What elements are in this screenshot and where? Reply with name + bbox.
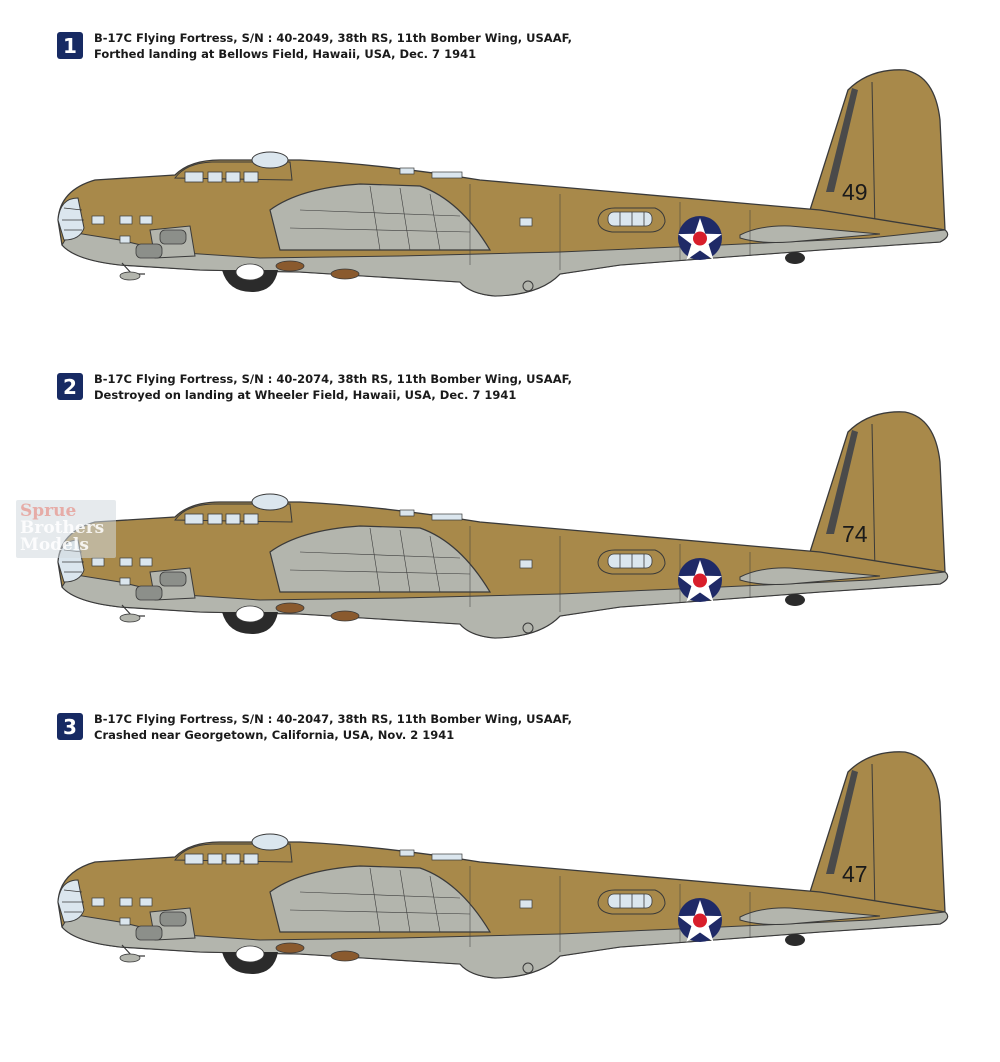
nose-window: [92, 216, 104, 224]
aircraft-profile-3: [0, 742, 1000, 992]
bomb: [276, 261, 304, 271]
cockpit-window: [244, 854, 258, 864]
cockpit-window: [244, 514, 258, 524]
profile-number-badge: 3: [57, 713, 83, 740]
cockpit-window: [185, 854, 203, 864]
tail-code: 47: [842, 861, 868, 887]
profile-2: [0, 340, 1000, 680]
cockpit-window: [185, 514, 203, 524]
radio-window: [432, 172, 462, 178]
tail-wheel: [785, 252, 805, 264]
tail-fin: [810, 412, 945, 572]
nose-window: [120, 558, 132, 566]
bomb: [331, 951, 359, 961]
nose-window: [140, 216, 152, 224]
nose-window: [120, 898, 132, 906]
watermark-logo: [16, 500, 116, 558]
engine-cowling: [160, 230, 186, 244]
caption-line-2: Destroyed on landing at Wheeler Field, Hawaii, USA, Dec. 7 1941: [94, 388, 517, 402]
cockpit-window: [208, 854, 222, 864]
radio-window: [400, 510, 414, 516]
fuselage-hatch: [520, 560, 532, 568]
engine-cowling: [160, 912, 186, 926]
watermark-line-3: Models: [20, 535, 89, 555]
radio-window: [432, 514, 462, 520]
profile-1: [0, 0, 1000, 340]
profile-3: [0, 680, 1000, 1020]
astrodome: [252, 834, 288, 850]
tail-code: 49: [842, 179, 868, 205]
radio-window: [400, 168, 414, 174]
national-insignia: [678, 558, 722, 602]
engine-cowling: [160, 572, 186, 586]
tail-fin: [810, 70, 945, 230]
aircraft-profile-2: [0, 402, 1000, 652]
profile-caption: [94, 30, 654, 62]
radio-window: [432, 854, 462, 860]
cockpit-window: [208, 172, 222, 182]
tail-fin: [810, 752, 945, 912]
watermark-line-2: Brothers: [20, 518, 105, 538]
national-insignia: [678, 898, 722, 942]
profile-caption: [94, 371, 654, 403]
tail-code: 74: [842, 521, 868, 547]
profile-number-badge: 2: [57, 373, 83, 400]
cockpit-window: [226, 854, 240, 864]
nose-window: [92, 558, 104, 566]
caption-line-1: B-17C Flying Fortress, S/N : 40-2047, 38th RS, 11th Bomber Wing, USAAF,: [94, 712, 572, 726]
engine-cowling: [136, 926, 162, 940]
bomb: [276, 603, 304, 613]
nose-window: [120, 216, 132, 224]
astrodome: [252, 152, 288, 168]
tail-wheel: [785, 934, 805, 946]
watermark-line-1: Sprue: [20, 501, 77, 521]
cockpit-window: [226, 514, 240, 524]
caption-line-1: B-17C Flying Fortress, S/N : 40-2074, 38th RS, 11th Bomber Wing, USAAF,: [94, 372, 572, 386]
nose-window: [120, 578, 130, 585]
caption-line-2: Forthed landing at Bellows Field, Hawaii, USA, Dec. 7 1941: [94, 47, 477, 61]
caption-line-1: B-17C Flying Fortress, S/N : 40-2049, 38th RS, 11th Bomber Wing, USAAF,: [94, 31, 572, 45]
bomb: [331, 611, 359, 621]
bomb: [276, 943, 304, 953]
nose-window: [140, 898, 152, 906]
astrodome: [252, 494, 288, 510]
tail-wheel: [785, 594, 805, 606]
nose-window: [120, 918, 130, 925]
nose-window: [120, 236, 130, 243]
national-insignia: [678, 216, 722, 260]
cockpit-window: [226, 172, 240, 182]
aircraft-profile-1: [0, 60, 1000, 310]
bomb: [331, 269, 359, 279]
engine-cowling: [136, 586, 162, 600]
nose-window: [92, 898, 104, 906]
cockpit-window: [208, 514, 222, 524]
engine-cowling: [136, 244, 162, 258]
nose-window: [140, 558, 152, 566]
profile-number-badge: 1: [57, 32, 83, 59]
fuselage-hatch: [520, 900, 532, 908]
cockpit-window: [244, 172, 258, 182]
profile-caption: [94, 711, 654, 743]
fuselage-hatch: [520, 218, 532, 226]
cockpit-window: [185, 172, 203, 182]
caption-line-2: Crashed near Georgetown, California, USA, Nov. 2 1941: [94, 728, 455, 742]
radio-window: [400, 850, 414, 856]
